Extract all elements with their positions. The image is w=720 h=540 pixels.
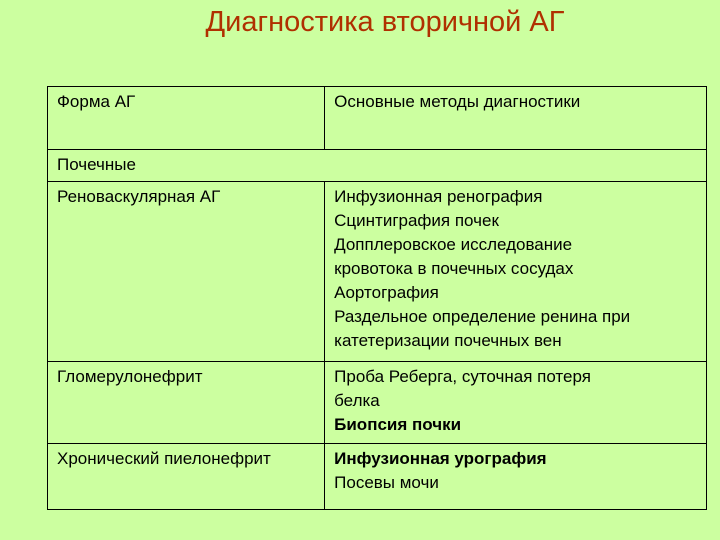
section-row — [48, 150, 707, 182]
method-line: кровотока в почечных сосудах — [334, 259, 574, 278]
form-cell-pyelonephritis: Хронический пиелонефрит — [48, 444, 325, 510]
table-row — [48, 444, 707, 510]
methods-cell-pyelonephritis — [325, 444, 707, 510]
method-line: Раздельное определение ренина при — [334, 307, 631, 326]
method-line-bold: Инфузионная урография — [334, 449, 547, 468]
table-row — [48, 182, 707, 362]
form-cell-glomerulonephritis: Гломерулонефрит — [48, 362, 325, 444]
method-line: белка — [334, 391, 380, 410]
methods-cell-glomerulonephritis — [325, 362, 707, 444]
method-line: Проба Реберга, суточная потеря — [334, 367, 591, 386]
method-line: Посевы мочи — [334, 473, 439, 492]
table-row — [48, 362, 707, 444]
header-methods-cell: Основные методы диагностики — [325, 87, 707, 150]
header-form-cell: Форма АГ — [48, 87, 325, 150]
method-line-bold: Биопсия почки — [334, 415, 462, 434]
method-line: Инфузионная ренография — [334, 187, 543, 206]
section-cell-renal: Почечные — [48, 150, 707, 182]
form-cell-renovascular: Реноваскулярная АГ — [48, 182, 325, 362]
methods-cell-renovascular — [325, 182, 707, 362]
method-line: Допплеровское исследование — [334, 235, 573, 254]
method-line: Сцинтиграфия почек — [334, 211, 499, 230]
slide-title: Диагностика вторичной АГ — [205, 6, 565, 38]
diagnostics-table — [47, 86, 707, 510]
table-header-row — [48, 87, 707, 150]
method-line: Аортография — [334, 283, 439, 302]
method-line: катетеризации почечных вен — [334, 331, 562, 350]
